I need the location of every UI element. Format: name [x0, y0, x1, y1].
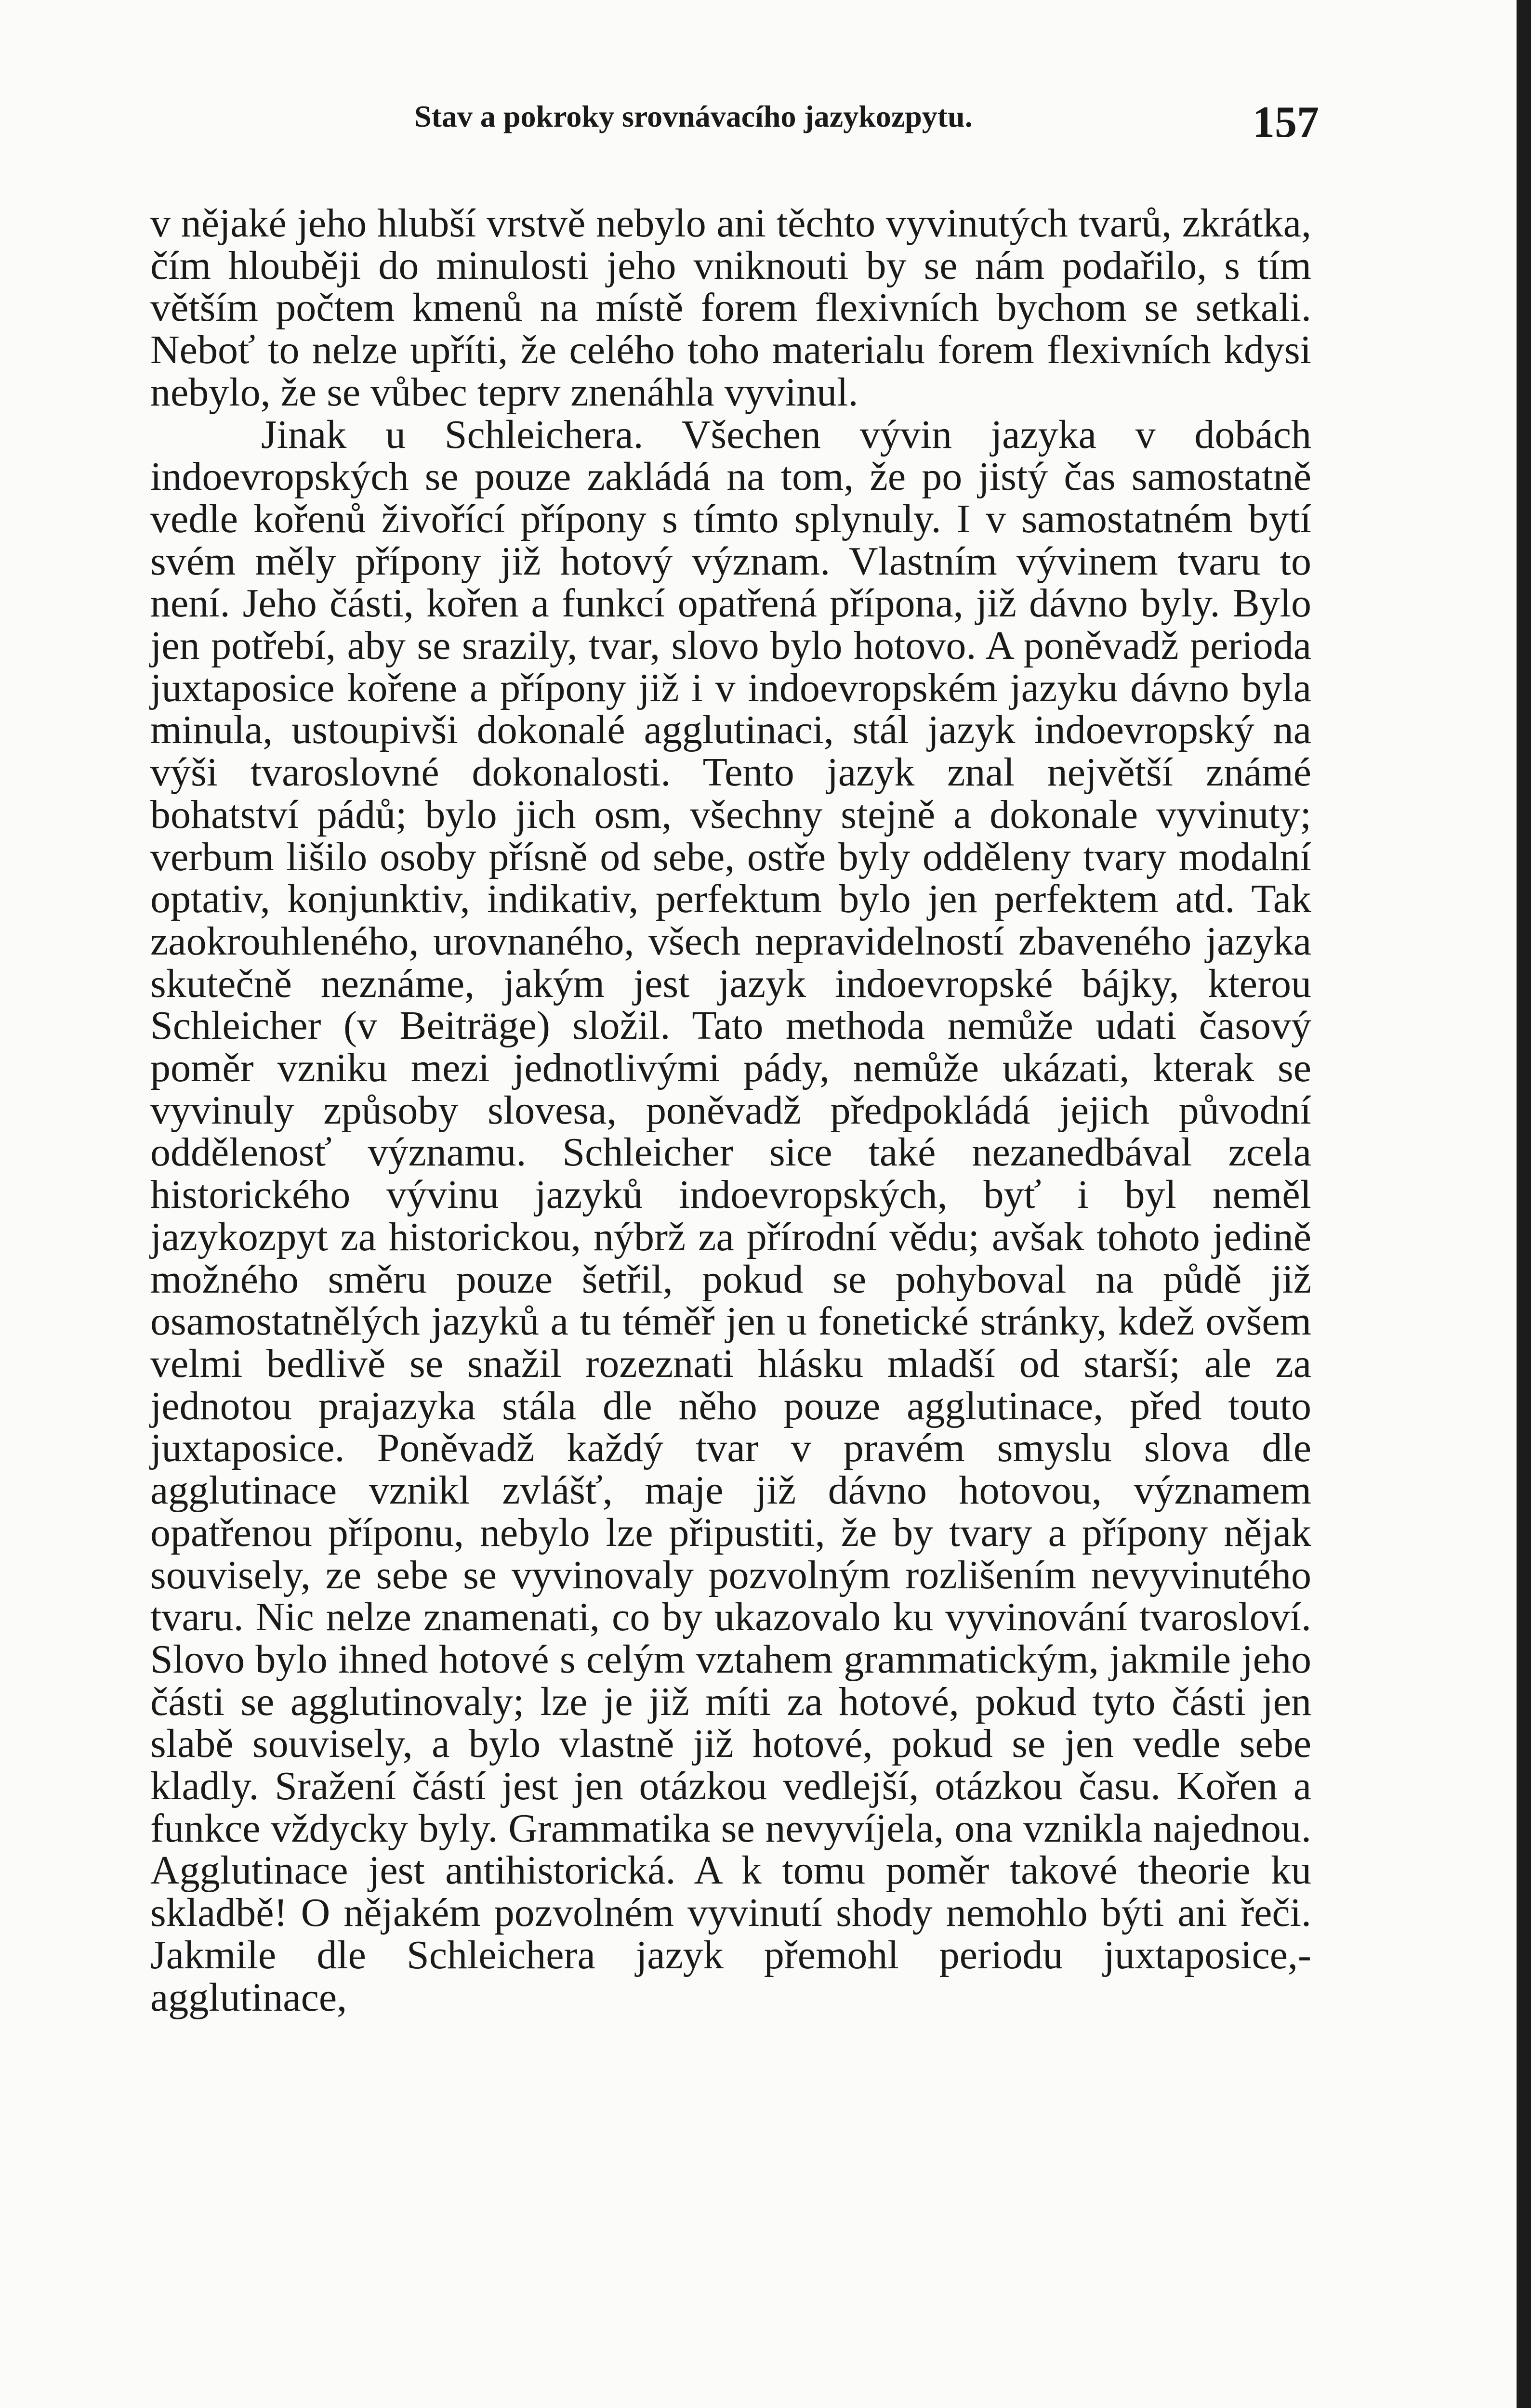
body-text	[150, 202, 1311, 2018]
scan-edge	[1517, 0, 1531, 2408]
running-header: Stav a pokroky srovnávacího jazykozpytu.	[414, 99, 973, 133]
paragraph: Jinak u Schleichera. Všechen vývin jazyka v dobách indoevropských se pouze zakládá na tom, že po jistý čas samostatně vedle kořenů živořící přípony s tímto splynuly. I v samostatném bytí svém měly přípony již hotový význam. Vlastním vývinem tvaru to není. Jeho části, kořen a funkcí opatřená přípona, již dávno byly. Bylo jen potřebí, aby se srazily, tvar, slovo bylo hotovo. A poněvadž perioda juxtaposice kořene a přípony již i v indoevropském jazyku dávno byla minula, ustoupivši dokonalé agglutinaci, stál jazyk indoevropský na výši tvaroslovné dokonalosti. Tento jazyk znal největší známé bohatství pádů; bylo jich osm, všechny stejně a dokonale vyvinuty; verbum lišilo osoby přísně od sebe, ostře byly odděleny tvary modalní optativ, konjunktiv, indikativ, perfektum bylo jen perfektem atd. Tak zaokrouhleného, urovnaného, všech nepravidelností zbaveného jazyka skutečně neznáme, jakým jest jazyk indoevropské bájky, kterou Schleicher (v Beiträge) složil. Tato methoda nemůže udati časový poměr vzniku mezi jednotlivými pády, nemůže ukázati, kterak se vyvinuly způsoby slovesa, poněvadž předpokládá jejich původní oddělenosť významu. Schleicher sice také nezanedbával zcela historického vývinu jazyků indoevropských, byť i byl neměl jazykozpyt za historickou, nýbrž za přírodní vědu; avšak tohoto jedině možného směru pouze šetřil, pokud se pohyboval na půdě již osamostatnělých jazyků a tu téměř jen u fonetické stránky, kdež ovšem velmi bedlivě se snažil rozeznati hlásku mladší od starší; ale za jednotou prajazyka stála dle něho pouze agglutinace, před touto juxtaposice. Poněvadž každý tvar v pravém smyslu slova dle agglutinace vznikl zvlášť, maje již dávno hotovou, významem opatřenou příponu, nebylo lze připustiti, že by tvary a přípony nějak souvisely, ze sebe se vyvinovaly pozvolným rozlišením nevyvinutého tvaru. Nic nelze znamenati, co by ukazovalo ku vyvinování tvarosloví. Slovo bylo ihned hotové s celým vztahem grammatickým, jakmile jeho části se agglutinovaly; lze je již míti za hotové, pokud tyto části jen slabě souvisely, a bylo vlastně již hotové, pokud se jen vedle sebe kladly. Sražení částí jest jen otázkou vedlejší, otázkou času. Kořen a funkce vždycky byly. Grammatika se nevyvíjela, ona vznikla najednou. Agglutinace jest antihistorická. A k tomu poměr takové theorie ku skladbě! O nějakém pozvolném vyvinutí shody nemohlo býti ani řeči. Jakmile dle Schleichera jazyk přemohl periodu juxtaposice,- agglutinace,	[150, 412, 1311, 2020]
page-number: 157	[1253, 97, 1319, 146]
paragraph: v nějaké jeho hlubší vrstvě nebylo ani těchto vyvinutých tvarů, zkrátka, čím hlouběji do minulosti jeho vniknouti by se nám podařilo, s tím větším počtem kmenů na místě forem flexivních bychom se setkali. Neboť to nelze upříti, že celého toho materialu forem flexivních kdysi nebylo, že se vůbec teprv znenáhla vyvinul.	[150, 201, 1311, 415]
